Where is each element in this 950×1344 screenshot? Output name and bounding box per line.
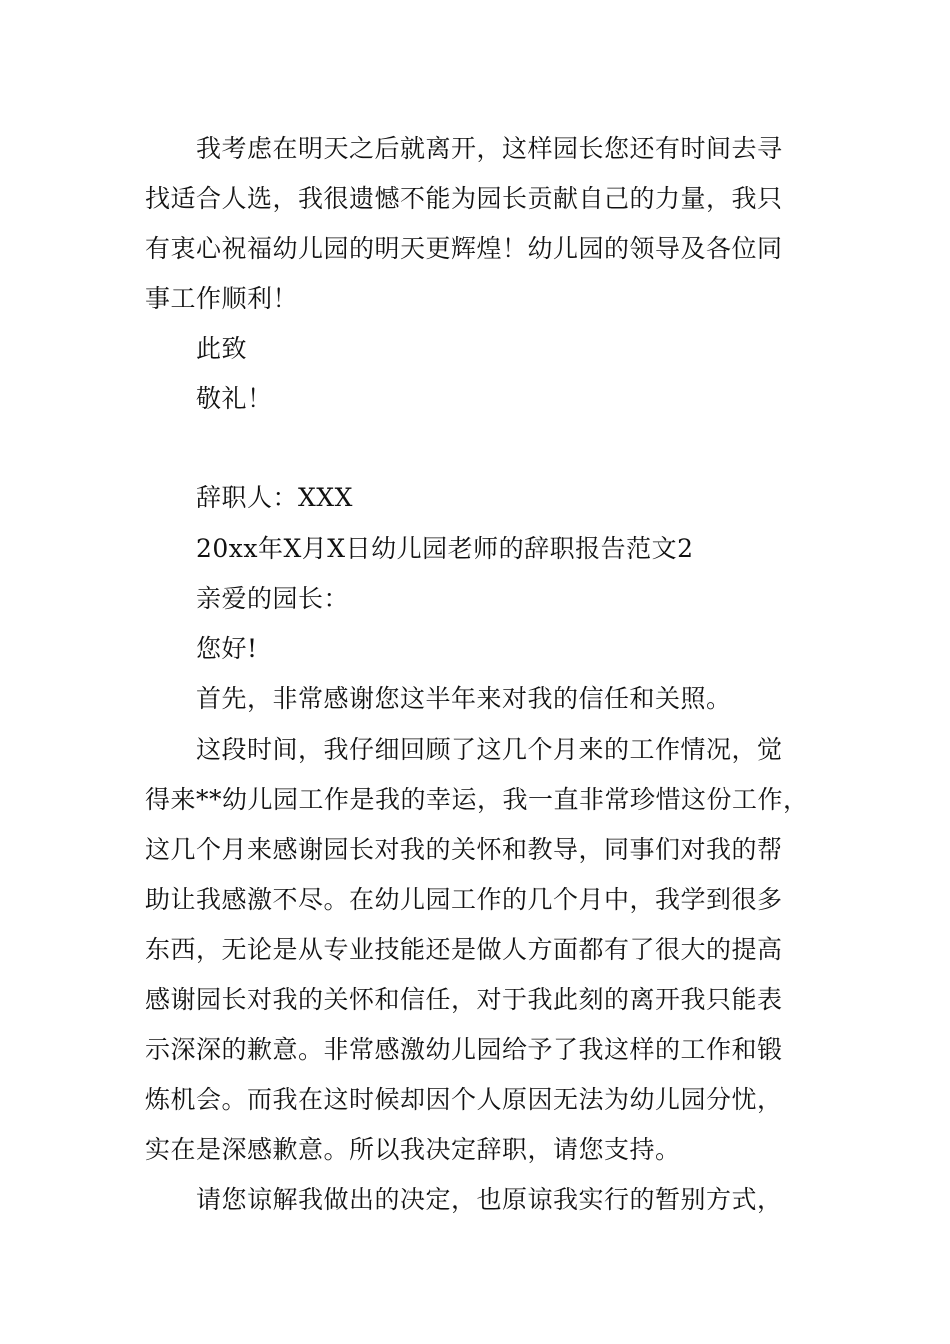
paragraph-line: 有衷心祝福幼儿园的明天更辉煌！幼儿园的领导及各位同 xyxy=(145,234,783,263)
paragraph-line: 这几个月来感谢园长对我的关怀和教导，同事们对我的帮 xyxy=(145,835,783,864)
paragraph-line: 找适合人选，我很遗憾不能为园长贡献自己的力量，我只 xyxy=(145,184,783,213)
paragraph-line: 东西，无论是从专业技能还是做人方面都有了很大的提高 xyxy=(145,935,783,964)
paragraph-line: 我考虑在明天之后就离开，这样园长您还有时间去寻 xyxy=(196,134,783,163)
paragraph-line: 得来**幼儿园工作是我的幸运，我一直非常珍惜这份工作， xyxy=(145,785,809,814)
closing-phrase: 此致 xyxy=(196,334,248,363)
paragraph-line: 感谢园长对我的关怀和信任，对于我此刻的离开我只能表 xyxy=(145,985,783,1014)
paragraph-line: 这段时间，我仔细回顾了这几个月来的工作情况，觉 xyxy=(196,735,783,764)
greeting-line: 您好! xyxy=(196,634,258,663)
paragraph-line: 事工作顺利！ xyxy=(145,284,299,313)
paragraph-line: 炼机会。而我在这时候却因个人原因无法为幼儿园分忧， xyxy=(145,1085,783,1114)
date-and-heading: 20xx年X月X日幼儿园老师的辞职报告范文2 xyxy=(196,534,694,563)
paragraph-line: 请您谅解我做出的决定，也原谅我实行的暂别方式， xyxy=(196,1185,783,1214)
greeting-line: 亲爱的园长： xyxy=(196,584,350,613)
paragraph-line: 示深深的歉意。非常感激幼儿园给予了我这样的工作和锻 xyxy=(145,1035,783,1064)
paragraph-line: 助让我感激不尽。在幼儿园工作的几个月中，我学到很多 xyxy=(145,885,783,914)
salutation-closing: 敬礼！ xyxy=(196,384,273,413)
signature-line: 辞职人：XXX xyxy=(196,483,353,512)
paragraph-line: 实在是深感歉意。所以我决定辞职，请您支持。 xyxy=(145,1135,681,1164)
paragraph-line: 首先，非常感谢您这半年来对我的信任和关照。 xyxy=(196,684,732,713)
